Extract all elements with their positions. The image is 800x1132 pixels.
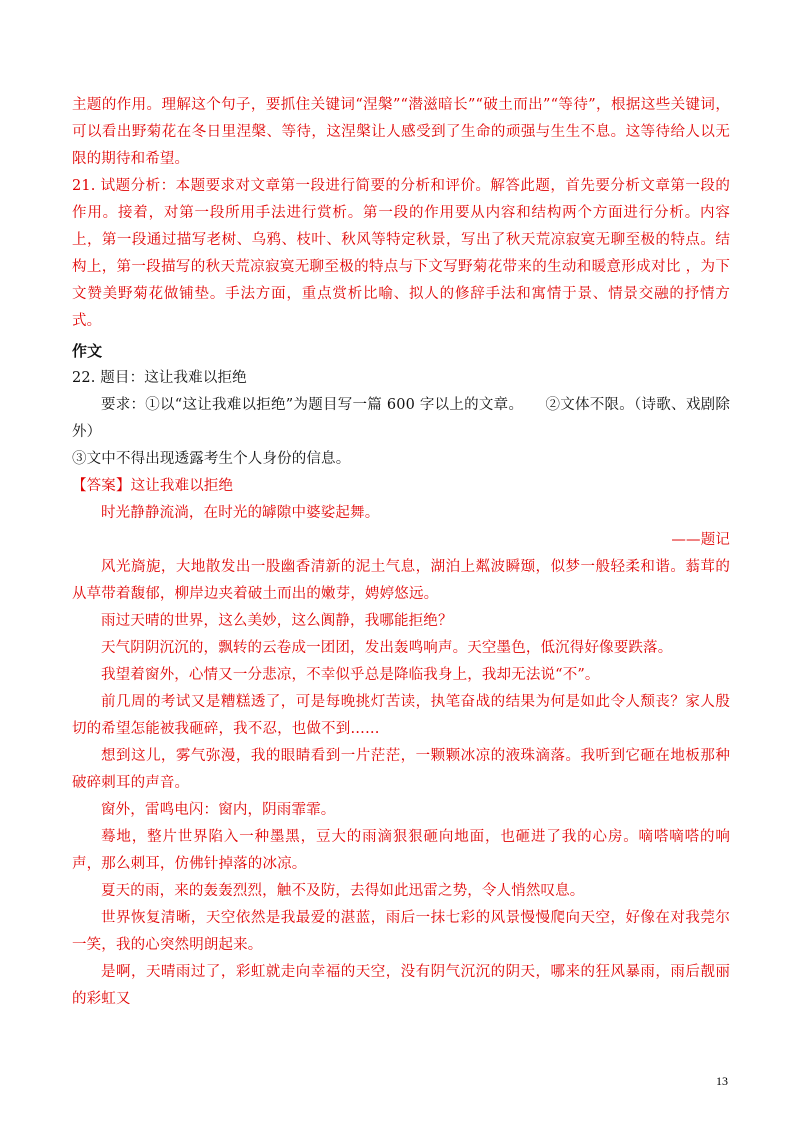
- answer-tag: 【答案】: [72, 478, 131, 494]
- essay-paragraph: 天气阴阴沉沉的，飘转的云卷成一团团，发出轰鸣响声。天空墨色，低沉得好像要跌落。: [101, 640, 673, 656]
- essay-paragraph: 风光旖旎，大地散发出一股幽香清新的泥土气息，湖泊上粼波瞬颋，似梦一般轻柔和谐。蓊茸的从草带着馥郁，柳岸边夹着破土而出的嫩芽，娉婷悠远。: [72, 559, 730, 602]
- section-title-composition: 作文: [72, 342, 103, 360]
- essay-paragraph: 夏天的雨，来的轰轰烈烈，触不及防，去得如此迅雷之势，令人悄然叹息。: [101, 883, 585, 899]
- essay-paragraph: 雨过天晴的世界，这么美妙，这么阗静，我哪能拒绝？: [101, 613, 453, 629]
- composition-requirements-line-1: 要求：①以“这让我难以拒绝”为题目写一篇 600 字以上的文章。 ②文体不限。（诗歌、戏剧除外）: [72, 397, 730, 440]
- essay-paragraph: 是啊，天晴雨过了，彩虹就走向幸福的天空，没有阴气沉沉的阴天，哪来的狂风暴雨，雨后靓丽的彩虹又: [72, 964, 730, 1007]
- essay-paragraph: 想到这儿，雾气弥漫，我的眼睛看到一片茫茫，一颗颗冰凉的液珠滴落。我听到它砸在地板那种破碎刺耳的声音。: [72, 748, 730, 791]
- essay-paragraph: 世界恢复清晰，天空依然是我最爱的湛蓝，雨后一抹七彩的风景慢慢爬向天空，好像在对我莞尔一笑，我的心突然明朗起来。: [72, 910, 730, 953]
- analysis-paragraph-20-continued: 主题的作用。理解这个句子，要抓住关键词“涅槃”“潜滋暗长”“破土而出”“等待”，根据这些关键词，可以看出野菊花在冬日里涅槃、等待，这涅槃让人感受到了生命的顽强与生生不息。这等待给人以无限的期待和希望。: [72, 97, 730, 167]
- essay-paragraph: 蓦地，整片世界陷入一种墨黑，豆大的雨滴狠狠砸向地面，也砸进了我的心房。嘀嗒嘀嗒的响声，那么刺耳，仿佛针掉落的冰凉。: [72, 829, 730, 872]
- composition-question: 22. 题目：这让我难以拒绝: [72, 370, 247, 386]
- page-content: [72, 92, 730, 1013]
- analysis-paragraph-21: 21. 试题分析：本题要求对文章第一段进行简要的分析和评价。解答此题，首先要分析文章第一段的作用。接着，对第一段所用手法进行赏析。第一段的作用要从内容和结构两个方面进行分析。内容上，第一段通过描写老树、乌鸦、枝叶、秋风等特定秋景，写出了秋天荒凉寂寞无聊至极的特点。结构上，第一段描写的秋天荒凉寂寞无聊至极的特点与下文写野菊花带来的生动和暖意形成对比 ，为下文赞美野菊花做铺垫。手法方面，重点赏析比喻、拟人的修辞手法和寓情于景、情景交融的抒情方式。: [72, 178, 730, 329]
- page-number: 13: [716, 1074, 728, 1088]
- essay-paragraph: 我望着窗外，心情又一分悲凉，不幸似乎总是降临我身上，我却无法说“不”。: [101, 667, 600, 683]
- essay-paragraph: 窗外，雷鸣电闪：窗内，阴雨霏霏。: [101, 802, 336, 818]
- essay-epigraph: 时光静静流淌，在时光的罅隙中婆娑起舞。: [101, 505, 380, 521]
- answer-heading: [72, 473, 730, 500]
- answer-title: 这让我难以拒绝: [130, 478, 234, 494]
- essay-epigraph-attribution: ——题记: [671, 532, 730, 548]
- composition-requirements-line-2: ③文中不得出现透露考生个人身份的信息。: [72, 451, 351, 467]
- essay-paragraph: 前几周的考试又是糟糕透了，可是每晚挑灯苦读，执笔奋战的结果为何是如此令人颓丧？家人殷切的希望怎能被我砸碎，我不忍，也做不到……: [72, 694, 730, 737]
